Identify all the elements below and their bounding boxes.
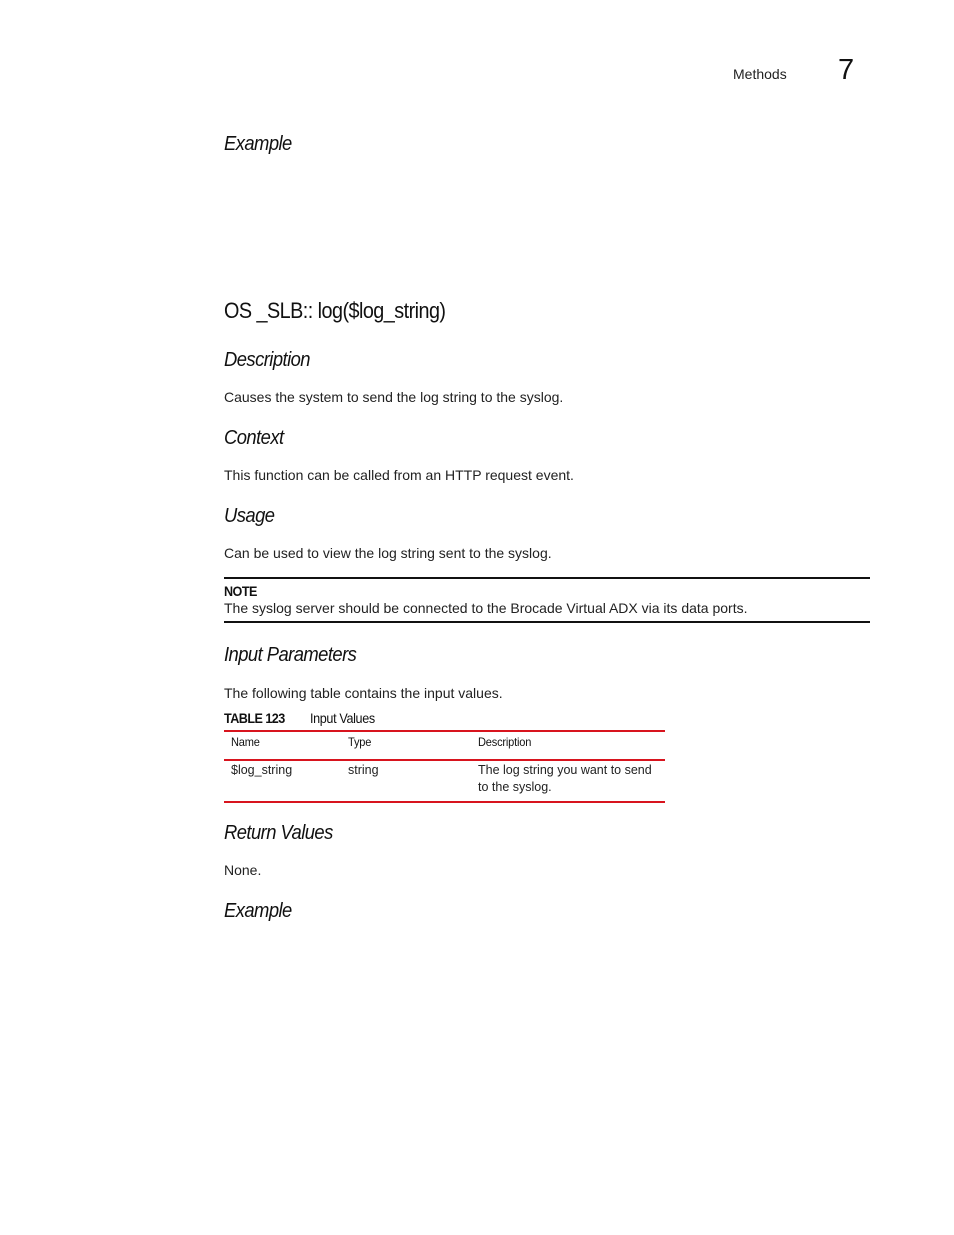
input-parameters-intro: The following table contains the input values. bbox=[224, 685, 503, 701]
context-text: This function can be called from an HTTP request event. bbox=[224, 467, 574, 483]
table-number: TABLE 123 bbox=[224, 710, 285, 726]
table-cell-description: The log string you want to send to the syslog. bbox=[478, 763, 652, 794]
input-parameters-heading: Input Parameters bbox=[224, 644, 357, 666]
method-title: OS _SLB:: log($log_string) bbox=[224, 298, 446, 323]
table-top-rule bbox=[224, 730, 665, 732]
usage-text: Can be used to view the log string sent to the syslog. bbox=[224, 545, 552, 561]
example-heading: Example bbox=[224, 900, 292, 922]
note-top-rule bbox=[224, 577, 870, 579]
example-heading-top: Example bbox=[224, 133, 292, 155]
table-header-name: Name bbox=[231, 735, 260, 749]
table-cell-type: string bbox=[348, 763, 379, 777]
table-title: Input Values bbox=[310, 710, 375, 726]
table-caption bbox=[224, 710, 382, 726]
table-cell-name: $log_string bbox=[231, 763, 293, 777]
table-header-type: Type bbox=[348, 735, 372, 749]
description-text: Causes the system to send the log string to the syslog. bbox=[224, 389, 564, 405]
table-bottom-rule bbox=[224, 801, 665, 803]
return-values-heading: Return Values bbox=[224, 822, 333, 844]
note-bottom-rule bbox=[224, 621, 870, 623]
table-header-description: Description bbox=[478, 735, 532, 749]
running-header-section: Methods bbox=[733, 66, 787, 82]
note-label: NOTE bbox=[224, 583, 257, 599]
usage-heading: Usage bbox=[224, 505, 275, 527]
context-heading: Context bbox=[224, 427, 284, 449]
chapter-number: 7 bbox=[838, 54, 855, 86]
note-text: The syslog server should be connected to the Brocade Virtual ADX via its data ports. bbox=[224, 600, 748, 616]
return-values-text: None. bbox=[224, 862, 262, 878]
description-heading: Description bbox=[224, 349, 310, 371]
table-header-rule bbox=[224, 759, 665, 761]
